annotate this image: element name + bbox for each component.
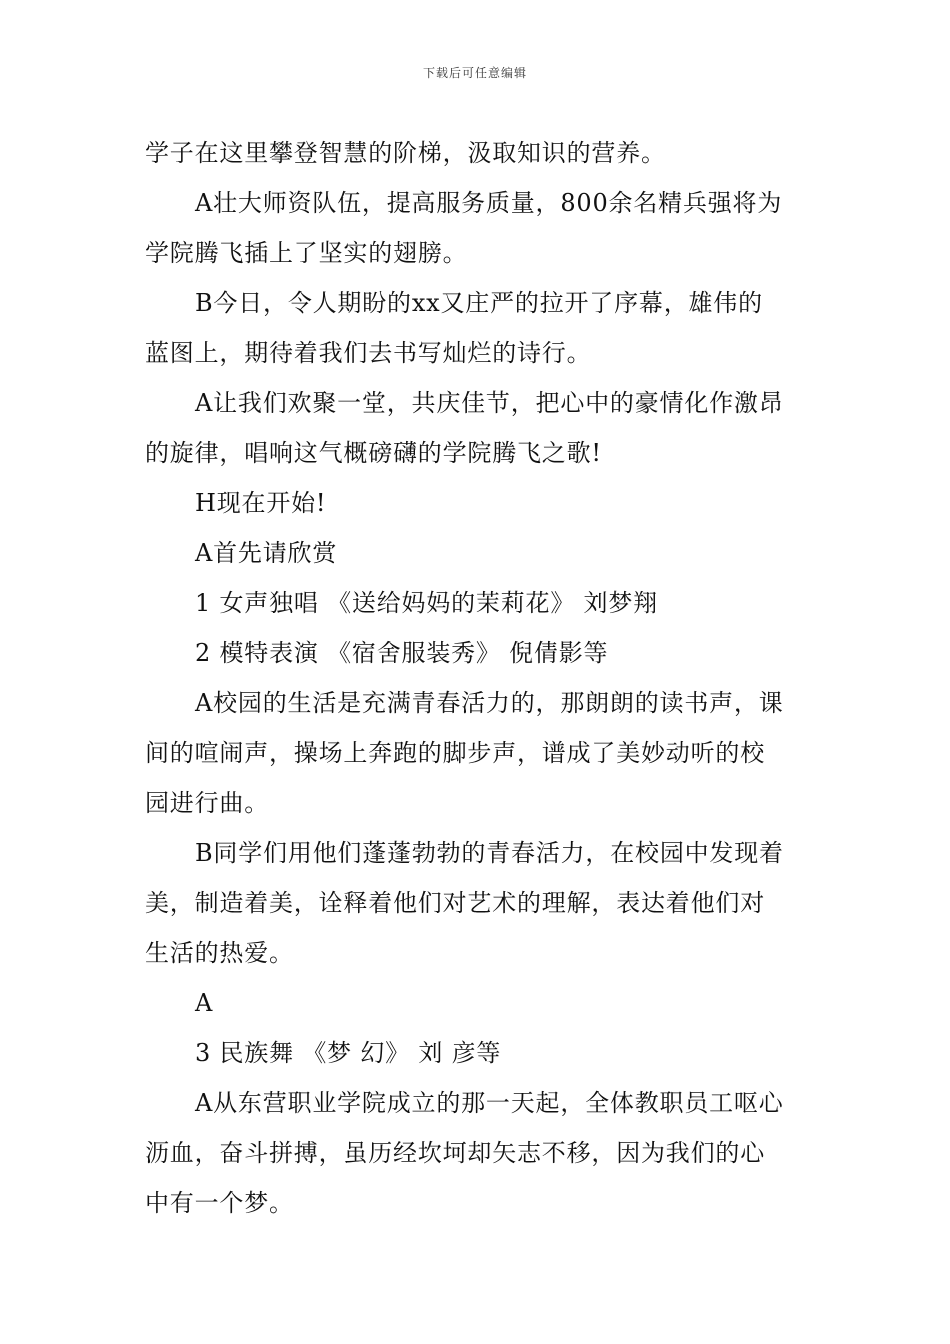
program-item: 1 女声独唱 《送给妈妈的茉莉花》 刘梦翔 bbox=[195, 589, 658, 617]
text-line: A首先请欣赏 bbox=[195, 539, 338, 567]
text-line: 美，制造着美，诠释着他们对艺术的理解，表达着他们对 bbox=[145, 889, 765, 917]
text-line: A壮大师资队伍，提高服务质量，800余名精兵强将为 bbox=[195, 189, 783, 217]
text-line: H现在开始! bbox=[195, 489, 327, 517]
text-line: 生活的热爱。 bbox=[145, 939, 294, 967]
text-line: A校园的生活是充满青春活力的，那朗朗的读书声，课 bbox=[195, 689, 784, 717]
text-line: 蓝图上，期待着我们去书写灿烂的诗行。 bbox=[145, 339, 592, 367]
document-body bbox=[145, 128, 807, 1228]
text-line: A从东营职业学院成立的那一天起，全体教职员工呕心 bbox=[195, 1089, 784, 1117]
text-line: A bbox=[195, 989, 214, 1017]
text-line: 的旋律，唱响这气概磅礴的学院腾飞之歌! bbox=[145, 439, 602, 467]
text-line: B今日，令人期盼的xx又庄严的拉开了序幕，雄伟的 bbox=[195, 289, 763, 317]
text-line: A让我们欢聚一堂，共庆佳节，把心中的豪情化作激昂 bbox=[195, 389, 784, 417]
text-line: 学院腾飞插上了坚实的翅膀。 bbox=[145, 239, 468, 267]
text-line: 学子在这里攀登智慧的阶梯，汲取知识的营养。 bbox=[145, 139, 666, 167]
text-line: B同学们用他们蓬蓬勃勃的青春活力，在校园中发现着 bbox=[195, 839, 784, 867]
program-item: 3 民族舞 《梦 幻》 刘 彦等 bbox=[195, 1039, 502, 1067]
program-item: 2 模特表演 《宿舍服装秀》 倪倩影等 bbox=[195, 639, 609, 667]
text-line: 沥血，奋斗拼搏，虽历经坎坷却矢志不移，因为我们的心 bbox=[145, 1139, 765, 1167]
text-line: 园进行曲。 bbox=[145, 789, 269, 817]
page-header: 下载后可任意编辑 bbox=[422, 66, 527, 80]
text-line: 间的喧闹声，操场上奔跑的脚步声，谱成了美妙动听的校 bbox=[145, 739, 765, 767]
text-line: 中有一个梦。 bbox=[145, 1189, 294, 1217]
